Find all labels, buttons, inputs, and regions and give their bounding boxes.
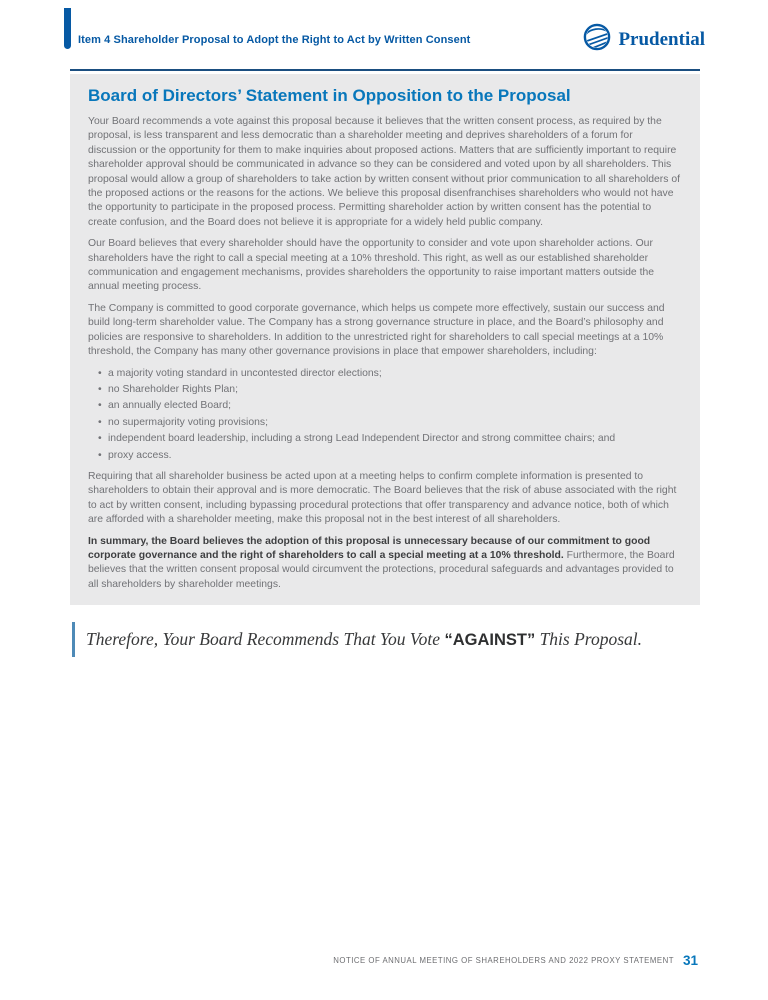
statement-paragraph: Your Board recommends a vote against this proposal because it believes that the written consent process, as required by the proposal, is less transparent and less democratic than a shareholder meeting and deprives shareholders of a forum for discussion or the opportunity for them to make inquiries about proposed actions. Matters that are sufficiently important to require shareholder approval should be communicated in advance so they can be considered and voted upon by all shareholders. This proposal would allow a group of shareholders to take action by written consent without prior communication to all shareholders of the proposed actions or the reasons for the actions. We believe this proposal disenfranchises shareholders who would not have the opportunity to participate in the proposed process. Permitting shareholder action by written consent has the potential to create confusion, and the Board does not believe it is appropriate for a widely held public company. [88,116,681,228]
header-accent-bar [64,8,71,49]
page-footer [333,953,698,968]
governance-bullet-list [88,367,682,463]
main-content [70,69,700,657]
vote-against-label: “AGAINST” [444,631,536,650]
prudential-logo [583,23,705,56]
brand-name: Prudential [618,28,705,50]
summary-bold-text: In summary, the Board believes the adoption of this proposal is unnecessary because of our commitment to good corporate governance and the right of shareholders to call a special meeting at a 10% threshold. [88,535,651,561]
prudential-rock-icon [583,23,611,56]
recommendation-prefix: Therefore, Your Board Recommends That You Vote [86,629,445,650]
footer-notice-text: NOTICE OF ANNUAL MEETING OF SHAREHOLDERS AND 2022 PROXY STATEMENT [333,956,674,965]
board-statement-box [70,74,700,605]
page-section-title: Item 4 Shareholder Proposal to Adopt the Right to Act by Written Consent [78,34,471,46]
summary-paragraph [88,535,682,593]
recommendation-text [86,629,642,650]
list-item: • proxy access. [98,449,682,463]
statement-title: Board of Directors’ Statement in Opposition to the Proposal [88,86,571,105]
list-item: • a majority voting standard in uncontested director elections; [98,367,682,381]
list-item: • no supermajority voting provisions; [98,416,682,430]
recommendation-suffix: This Proposal. [535,629,642,650]
list-item: • an annually elected Board; [98,399,682,413]
statement-paragraph: Requiring that all shareholder business be acted upon at a meeting helps to confirm complete information is presented to shareholders to obtain their approval and is more democratic. The Board believes that the risk of abuse associated with the right to act by written consent, including bypassing procedural protections that offer transparency and advance notice, both of which are afforded with a shareholder meeting, make this proposal not in the best interest of all shareholders. [88,470,677,526]
statement-paragraph: Our Board believes that every shareholder should have the opportunity to consider and vote upon shareholder actions. Our shareholders have the right to call a special meeting at a 10% threshold. This right, as well as our established shareholder communication and engagement mechanisms, provides shareholders the opportunity to raise important matters outside the annual meeting process. [88,238,655,293]
page-number: 31 [682,953,698,968]
statement-paragraph: The Company is committed to good corporate governance, which helps us compete more effectively, sustain our success and build long-term shareholder value. The Company has a strong governance structure in place, and the Board’s philosophy and policies are responsive to shareholders. In addition to the unrestricted right for shareholders to call special meetings at a 10% threshold, the Company has many other governance provisions in place that empower shareholders, including: [88,302,665,358]
list-item: • independent board leadership, including a strong Lead Independent Director and strong committee chairs; and [98,432,682,446]
list-item: • no Shareholder Rights Plan; [98,383,682,397]
summary-regular-text: Furthermore, the Board believes that the written consent proposal would circumvent the protections, procedural safeguards and advantages provided to all shareholders by shareholder meetings. [88,549,675,590]
vote-recommendation [72,622,700,657]
header-divider [70,69,700,71]
